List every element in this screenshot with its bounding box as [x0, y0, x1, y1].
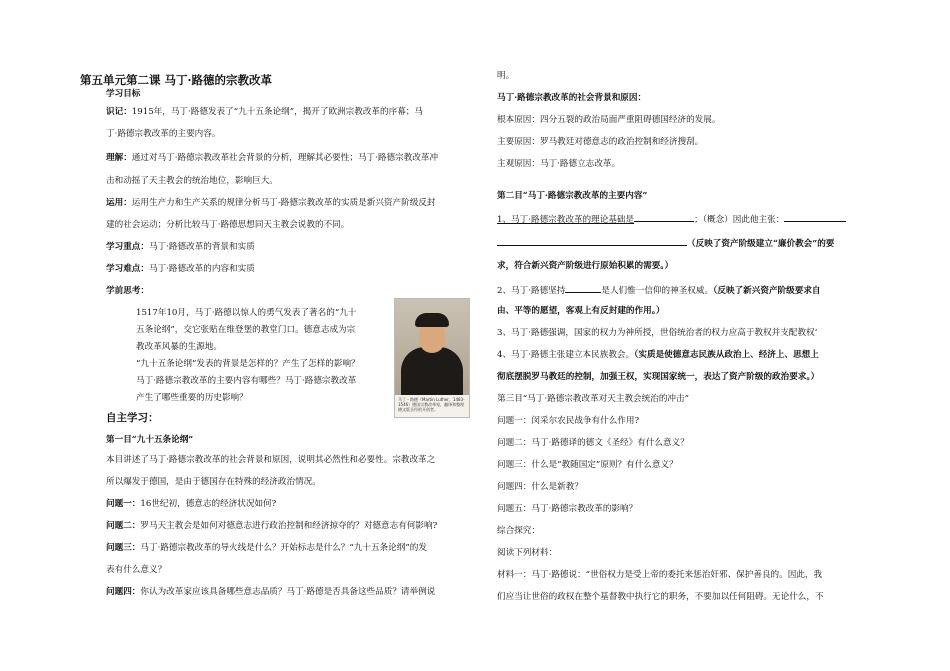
pre-study-text-1: 1517年10月，马丁·路德以惊人的勇气发表了著名的“九十: [136, 308, 357, 318]
question-3-cont: 表有什么意义？: [106, 565, 167, 575]
question-2: 问题二：罗马天主教会是如何对德意志进行政治控制和经济掠夺的？对德意志有何影响?: [106, 521, 438, 531]
blank[interactable]: [565, 283, 601, 293]
pre-study-text-5: 马丁·路德宗教改革的主要内容有哪些？马丁·路德宗教改革: [136, 376, 357, 386]
content-1-cont: （反映了资产阶级建立“廉价教会”的要: [497, 236, 834, 250]
objectives-heading: 学习目标: [106, 89, 141, 99]
section-1-intro: 本目讲述了马丁·路德宗教改革的社会背景和原因，说明其必然性和必要性。宗教改革之: [106, 455, 436, 465]
martin-luther-portrait: [394, 298, 470, 418]
background-root-cause: 根本原因：四分五裂的政治局面严重阻碍德国经济的发展。: [497, 115, 721, 125]
explore-heading: 综合探究：: [497, 526, 540, 536]
right-question-4: 问题四：什么是新教？: [497, 482, 583, 492]
background-heading: 马丁·路德宗教改革的社会背景和原因：: [497, 93, 647, 103]
pre-study-text-4: “九十五条论纲”发表的背景是怎样的？产生了怎样的影响？: [136, 359, 360, 369]
key-points: 学习重点：马丁·路德改革的背景和实质: [106, 242, 255, 252]
pre-study-text-3: 教改革风暴的生源地。: [136, 342, 222, 352]
reading-heading: 阅读下列材料：: [497, 548, 558, 558]
content-1: 1、马丁·路德宗教改革的理论基础是 ；（概念）因此他主张：: [497, 212, 846, 226]
blank[interactable]: [497, 236, 687, 246]
section-3-heading: 第三目“马丁·路德宗教改革对天主教会统治的冲击”: [497, 394, 689, 404]
question-3: 问题三：马丁·路德宗教改革的导火线是什么？开始标志是什么？“九十五条论纲”的发: [106, 543, 427, 553]
objective-apply-cont: 建的社会运动；分析比较马丁·路德思想同天主教会说教的不同。: [106, 220, 350, 230]
page-title: 第五单元第二课 马丁·路德的宗教改革: [80, 73, 273, 87]
section-1-heading: 第一目“九十五条论纲”: [106, 435, 194, 445]
blank[interactable]: [634, 212, 694, 222]
pre-study-text-2: 五条论纲”，交它张贴在维登堡的教堂门口。德意志成为宗: [136, 325, 356, 335]
right-question-1: 问题一：闵采尔农民战争有什么作用?: [497, 416, 640, 426]
question-4: 问题四：你认为改革家应该具备哪些意志品质？马丁·路德是否具备这些品质？请举例说: [106, 587, 436, 597]
portrait-caption: 马丁・路德（Martin Luther，1483-1546）德国宗教改革家，翻译和整理德文版圣经的开创者。: [395, 395, 469, 417]
background-subjective-cause: 主观原因：马丁·路德立志改革。: [497, 159, 621, 169]
content-3: 3、马丁·路德强调，国家的权力为神所授，世俗统治者的权力应高于教权并支配教权‘: [497, 328, 818, 338]
objective-apply: 运用：运用生产力和生产关系的规律分析马丁-路德宗教改革的实质是新兴资产阶级反封: [106, 198, 436, 208]
objective-understand-cont: 击和动摇了天主教会的统治地位，影响巨大。: [106, 176, 278, 186]
content-1-note: 求，符合新兴资产阶级进行原始积累的需要。）: [497, 261, 674, 271]
objective-understand: 理解：通过对马丁·路德宗教改革社会背景的分析，理解其必要性；马丁·路德宗教改革冲: [106, 153, 439, 163]
pre-study-heading: 学前思考：: [106, 286, 149, 296]
content-4-note: 彻底摆脱罗马教廷的控制，加强王权，实现国家统一，表达了资产阶级的政治要求。）: [497, 372, 820, 382]
right-question-2: 问题二：马丁·路德译的德文《圣经》有什么意义？: [497, 438, 689, 448]
blank[interactable]: [784, 212, 846, 222]
right-question-3: 问题三：什么是“教随国定”原则？有什么意义？: [497, 460, 678, 470]
question-1: 问题一：16世纪初，德意志的经济状况如何?: [106, 499, 277, 509]
objective-memorize: 识记：1915年，马丁·路德发表了“九十五条论纲”，揭开了欧洲宗教改革的序幕；马: [106, 107, 423, 117]
background-main-cause: 主要原因：罗马教廷对德意志的政治控制和经济搜刮。: [497, 137, 704, 147]
content-4: 4、马丁·路德主张建立本民族教会。（实质是使德意志民族从政治上、经济上、思想上: [497, 350, 819, 360]
difficult-points: 学习难点：马丁·路德改革的内容和实质: [106, 264, 255, 274]
content-2: 2、马丁·路德坚持 是人们惟一信仰的神圣权威。（反映了新兴资产阶级要求自: [497, 283, 821, 297]
objective-memorize-cont: 丁·路德宗教改革的主要内容。: [106, 129, 221, 139]
section-1-intro-cont: 所以爆发于德国，是由于德国存在特殊的经济政治情况。: [106, 477, 321, 487]
material-1-cont: 们应当让世俗的政权在整个基督教中执行它的职务，不要加以任何阻碍。无论什么，不: [497, 592, 824, 602]
content-2-note: 由、平等的愿望，客观上有反封建的作用。）: [497, 306, 665, 316]
right-question-5: 问题五：马丁·路德宗教改革的影响？: [497, 504, 638, 514]
pre-study-text-6: 产生了哪些重要的历史影响？: [136, 393, 248, 403]
section-2-heading: 第二目“马丁·路德宗教改革的主要内容”: [497, 191, 648, 201]
material-1: 材料一：马丁·路德说：“世俗权力是受上帝的委托来惩治奸邪、保护善良的。因此，我: [497, 570, 823, 580]
self-study-heading: 自主学习：: [106, 412, 159, 424]
continuation-text: 明。: [497, 71, 515, 81]
